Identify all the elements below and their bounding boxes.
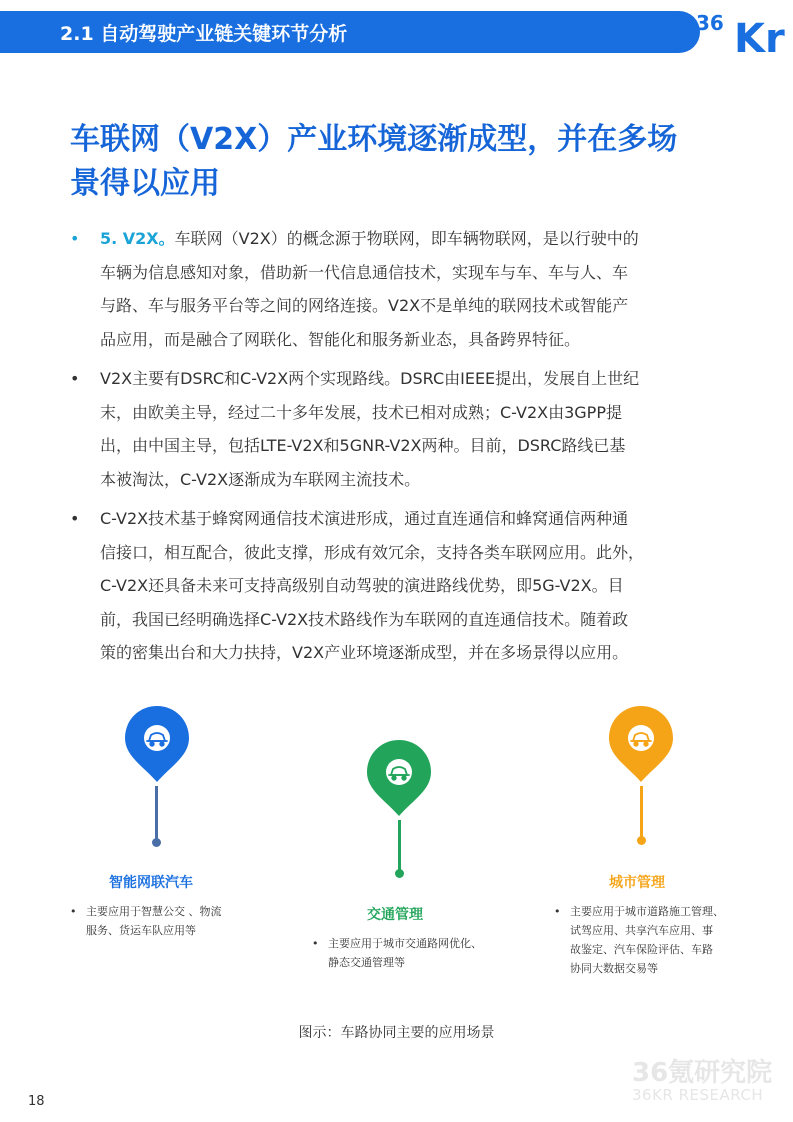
heading-line-1: 车联网（V2X）产业环境逐渐成型，并在多场	[70, 122, 678, 157]
bullet-item-cv2x	[70, 502, 730, 670]
connector-dot	[637, 836, 646, 845]
bullet-text-line: 车辆为信息感知对象，借助新一代信息通信技术，实现车与车、车与人、车	[100, 262, 629, 282]
bullet-item-v2x-definition	[70, 222, 730, 356]
node-desc-line: 主要应用于智慧公交 、物流	[86, 905, 222, 918]
bullet-text-line: 出，由中国主导，包括LTE-V2X和5GNR-V2X两种。目前，DSRC路线已基	[100, 436, 626, 455]
page-number: 18	[28, 1094, 45, 1109]
connector-stem	[398, 820, 401, 872]
bullet-text-line: C-V2X技术基于蜂窝网通信技术演进形成，通过直连通信和蜂窝通信两种通	[100, 509, 629, 528]
figure-caption: 图示：车路协同主要的应用场景	[298, 1025, 495, 1041]
connector-dot	[152, 838, 161, 847]
bullet-text-line: 本被淘汰，C-V2X逐渐成为车联网主流技术。	[100, 469, 421, 489]
bullet-text-line: V2X主要有DSRC和C-V2X两个实现路线。DSRC由IEEE提出，发展自上世纪	[100, 369, 640, 388]
watermark-en: 36KR RESEARCH	[632, 1086, 764, 1104]
bullet-dot: •	[70, 905, 77, 918]
connector-stem	[640, 786, 643, 838]
node-description	[552, 902, 740, 978]
bullet-text-line: 与路、车与服务平台等之间的网络连接。V2X不是单纯的联网技术或智能产	[100, 296, 629, 315]
node-desc-line: 协同大数据交易等	[570, 962, 658, 975]
page-heading	[70, 118, 750, 206]
bullet-item-routes	[70, 362, 730, 496]
bullet-text-line: C-V2X还具备未来可支持高级别自动驾驶的演进路线优势，即5G-V2X。目	[100, 576, 624, 595]
node-desc-line: 故鉴定、汽车保险评估、车路	[570, 943, 713, 956]
bullet-dot: •	[312, 937, 319, 950]
node-description	[310, 934, 498, 972]
node-desc-line: 静态交通管理等	[328, 956, 405, 969]
node-desc-line: 主要应用于城市道路施工管理、	[570, 905, 724, 918]
map-pin-icon	[365, 738, 433, 818]
bullet-dot: •	[554, 905, 561, 918]
bullet-list	[70, 222, 730, 676]
connector-stem	[155, 786, 158, 840]
heading-line-2: 景得以应用	[70, 166, 220, 201]
bullet-text-line: 信接口，相互配合，彼此支撑，形成有效冗余，支持各类车联网应用。此外，	[100, 542, 645, 562]
node-desc-line: 主要应用于城市交通路网优化、	[328, 937, 482, 950]
node-title: 交通管理	[367, 907, 423, 923]
bullet-text-line: 品应用，而是融合了网联化、智能化和服务新业态，具备跨界特征。	[100, 329, 581, 349]
watermark-cn: 36氪研究院	[632, 1058, 773, 1088]
node-desc-line: 服务、货运车队应用等	[86, 924, 196, 937]
bullet-text-line: 末，由欧美主导，经过二十多年发展，技术已相对成熟；C-V2X由3GPP提	[100, 402, 622, 422]
map-pin-icon	[607, 704, 675, 784]
bullet-dot: •	[70, 369, 80, 388]
map-pin-icon	[123, 704, 191, 784]
svg-text:Kr: Kr	[734, 16, 785, 54]
node-description	[68, 902, 256, 940]
bullet-dot: •	[70, 229, 80, 248]
node-desc-line: 试驾应用、共享汽车应用、事	[570, 924, 713, 937]
section-title: 2.1 自动驾驶产业链关键环节分析	[60, 23, 348, 45]
node-title: 智能网联汽车	[109, 875, 193, 891]
svg-text:36: 36	[696, 11, 724, 35]
bullet-text-line: 策的密集出台和大力扶持，V2X产业环境逐渐成型，并在多场景得以应用。	[100, 643, 629, 662]
bullet-text-line: 车联网（V2X）的概念源于物联网，即车辆物联网，是以行驶中的	[174, 229, 639, 248]
bullet-lead: 5. V2X。	[100, 229, 175, 248]
bullet-text-line: 前，我国已经明确选择C-V2X技术路线作为车联网的直连通信技术。随着政	[100, 609, 629, 629]
bullet-dot: •	[70, 509, 80, 528]
brand-logo	[694, 6, 793, 54]
connector-dot	[395, 869, 404, 878]
node-title: 城市管理	[609, 875, 665, 891]
